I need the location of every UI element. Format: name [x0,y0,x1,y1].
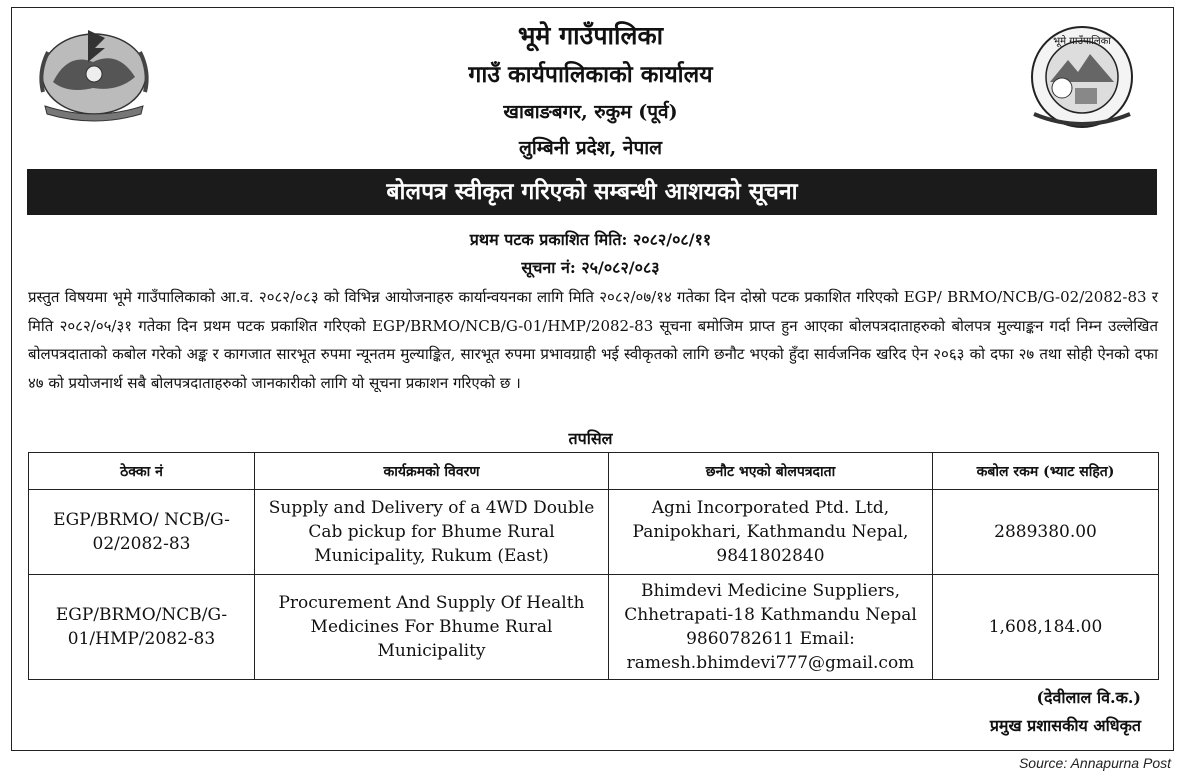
cell-bidder: Agni Incorporated Ptd. Ltd, Panipokhari, Kathmandu Nepal, 9841802840 [609,490,933,575]
col-description: कार्यक्रमको विवरण [255,453,609,490]
cell-contract-no: EGP/BRMO/ NCB/G-02/2082-83 [29,490,255,575]
office-address: खाबाङबगर, रुकुम (पूर्व) [503,101,678,123]
cell-amount: 2889380.00 [933,490,1159,575]
office-name: गाउँ कार्यपालिकाको कार्यालय [468,61,713,88]
cell-amount: 1,608,184.00 [933,575,1159,680]
notice-body: प्रस्तुत विषयमा भूमे गाउँपालिकाको आ.व. २०८२/०८३ को विभिन्न आयोजनाहरु कार्यान्वयनका लागि मिति २०८२/०७/१४ गतेका दिन दोस्रो पटक प्रकाशित गरिएको EGP/ BRMO/NCB/G-02/2082-83 र मिति २०८२/०५/३१ गतेका दिन प्रथम पटक प्रकाशित गरिएको EGP/BRMO/NCB/G-01/HMP/2082-83 सूचना बमोजिम प्राप्त हुन आएका बोलपत्रदाताहरुको बोलपत्र मुल्याङ्कन गर्दा निम्न उल्लेखित बोलपत्रदाताको कबोल गरेको अङ्क र कागजात सारभूत रुपमा न्यूनतम मुल्याङ्कित, सारभूत रुपमा प्रभावग्राही भई स्वीकृतको लागि छनौट भएको हुँदा सार्वजनिक खरिद ऐन २०६३ को दफा २७ तथा सोही ऐनको दफा ४७ को प्रयोजनार्थ सबै बोलपत्रदाताहरुको जानकारीको लागि यो सूचना प्रकाशन गरिएको छ । [28,288,1158,392]
cell-description: Procurement And Supply Of Health Medicines For Bhume Rural Municipality [255,575,609,680]
notice-title-banner: बोलपत्र स्वीकृत गरिएको सम्बन्धी आशयको सूचना [27,169,1157,215]
col-contract-no: ठेक्का नं [29,453,255,490]
cell-bidder: Bhimdevi Medicine Suppliers, Chhetrapati-18 Kathmandu Nepal 9860782611 Email: ramesh.bhimdevi777@gmail.com [609,575,933,680]
signatory-name: (देवीलाल वि.क.) [1036,688,1141,707]
table-row [29,575,1159,680]
province-line: लुम्बिनी प्रदेश, नेपाल [518,137,663,159]
table-header-row [29,453,1159,490]
cell-description: Supply and Delivery of a 4WD Double Cab pickup for Bhume Rural Municipality, Rukum (East) [255,490,609,575]
award-table [28,452,1159,680]
source-credit: Source: Annapurna Post [1018,755,1171,771]
signatory-title: प्रमुख प्रशासकीय अधिकृत [989,716,1141,735]
publish-date: प्रथम पटक प्रकाशित मिति: २०८२/०८/११ [469,230,712,249]
table-row [29,490,1159,575]
table-caption: तपसिल [568,429,613,448]
notice-number: सूचना नं: २५/०८२/०८३ [521,258,660,277]
col-bidder: छनौट भएको बोलपत्रदाता [609,453,933,490]
col-amount: कबोल रकम (भ्याट सहित) [933,453,1159,490]
logo-text: भूमे गाउँपालिका [1053,36,1111,47]
municipality-name: भूमे गाउँपालिका [517,21,664,50]
cell-contract-no: EGP/BRMO/NCB/G-01/HMP/2082-83 [29,575,255,680]
